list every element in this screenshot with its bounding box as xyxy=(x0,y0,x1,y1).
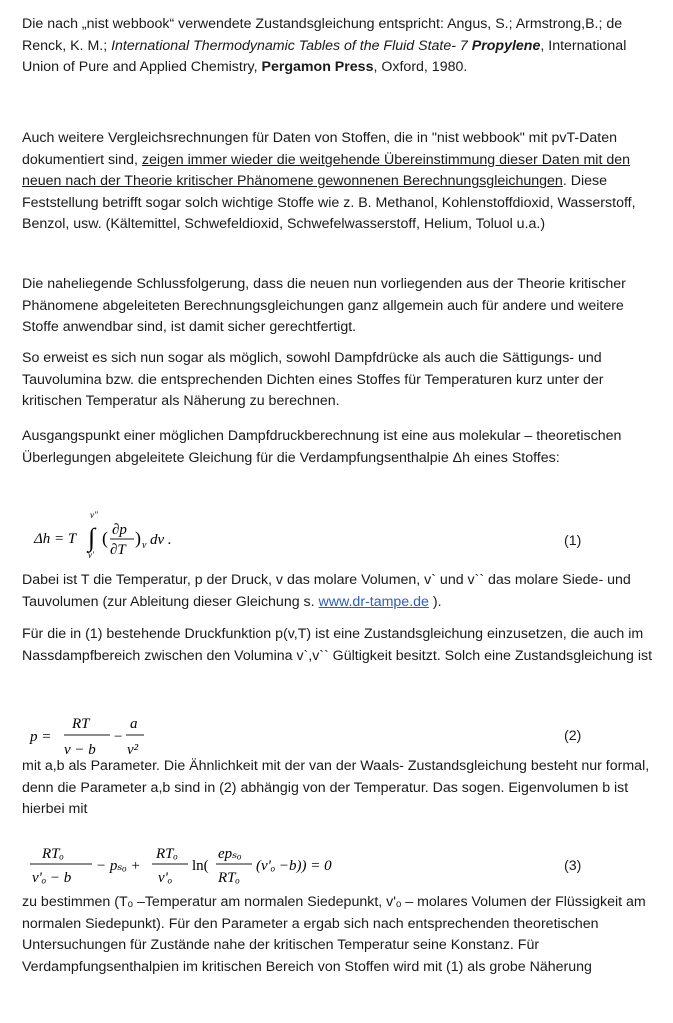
eq1-upper-limit: v" xyxy=(90,510,98,520)
reference-title: International Thermodynamic Tables of the Fluid State- 7 xyxy=(111,37,472,54)
paragraph-pressure-function: Für die in (1) bestehende Druckfunktion p(v,T) ist eine Zustandsgleichung einzusetzen, die auch im Nassdampfbereich zwischen den Volumina v`,v`` Gültigkeit besitzt. Solch eine Zustandsgleichung ist xyxy=(22,626,653,664)
paragraph-starting-point: Ausgangspunkt einer möglichen Dampfdruckberechnung ist eine aus molekular – theoretischen Überlegungen abgeleitete Gleichung für die Verdampfungsenthalpie Δh eines Stoffes: xyxy=(22,428,622,466)
paragraph-determination: zu bestimmen (Tₒ –Temperatur am normalen Siedepunkt, v'ₒ – molares Volumen der Flüssigkeit am normalen Siedepunkt). Für den Parameter a ergab sich nach entsprechenden theoretischen Untersuchungen für Zustände nahe der kritischen Temperatur seine Konstanz. Für Verdampfungsenthalpien im kritischen Bereich von Stoffen wird mit (1) als grobe Näherung xyxy=(22,894,646,975)
equation-1-formula xyxy=(30,504,230,564)
eq3-denominator-2: v'ₒ xyxy=(158,870,173,886)
eq1-numerator: ∂p xyxy=(112,522,127,538)
equation-2 xyxy=(22,704,662,764)
eq1-lhs: Δh = T xyxy=(34,531,77,547)
equation-2-label: (2) xyxy=(564,728,582,744)
website-link[interactable]: www.dr-tampe.de xyxy=(318,593,429,610)
equation-2-formula xyxy=(30,704,230,764)
eq1-lower-limit: v' xyxy=(88,550,94,560)
paragraph-possibility: So erweist es sich nun sogar als möglich, sowohl Dampfdrücke als auch die Sättigungs- und Tauvolumina bzw. die entsprechenden Dichten eines Stoffes für Temperaturen kurz unter der kritischen Temperatur als Näherung zu berechnen. xyxy=(22,350,604,410)
integral-sign: ∫ xyxy=(88,523,96,552)
eq1-open-paren: ( xyxy=(102,528,108,548)
paragraph-definitions-end: ). xyxy=(428,593,442,610)
paragraph-comparison-start: Auch weitere Vergleichsrechnungen für Daten von Stoffen, die in "nist webbook" mit pvT-Daten dokumentiert sind, xyxy=(22,130,617,168)
paragraph-comparison xyxy=(22,128,662,236)
eq3-numerator-3: epₛₒ xyxy=(218,846,242,862)
eq2-denominator-1: v − b xyxy=(64,742,96,758)
eq3-denominator-3: RTₒ xyxy=(218,870,240,886)
equation-3-formula xyxy=(30,834,370,894)
eq2-numerator-2: a xyxy=(130,716,138,732)
reference-title-bold: Propylene xyxy=(471,37,541,54)
reference-end: , Oxford, 1980. xyxy=(373,59,468,76)
equation-3 xyxy=(22,834,662,894)
eq1-tail: dv . xyxy=(150,532,172,548)
eq3-middle: − pₛₒ + xyxy=(96,858,141,874)
eq1-denominator: ∂T xyxy=(110,542,126,558)
eq3-tail: (v'ₒ −b)) = 0 xyxy=(256,858,332,874)
paragraph-comparison-end: . Diese Feststellung betrifft sogar solch wichtige Stoffe wie z. B. Methanol, Kohlenstoffdioxid, Wasserstoff, Benzol, usw. (Kältemittel, Schwefeldioxid, Schwefelwasserstoff, Helium, Toluol u.a.) xyxy=(22,173,636,233)
equation-3-label: (3) xyxy=(564,858,582,874)
reference-publisher: Pergamon Press xyxy=(261,59,374,76)
eq2-lhs: p = xyxy=(30,729,52,745)
eq3-ln: ln( xyxy=(192,858,209,874)
paragraph-definitions xyxy=(22,570,662,613)
reference-mid: , International Union of Pure and Applied Chemistry, xyxy=(22,37,627,76)
paragraph-parameters: mit a,b als Parameter. Die Ähnlichkeit mit der van der Waals- Zustandsgleichung besteht nur formal, denn die Parameter a,b sind in (2) abhängig von der Temperatur. Das sogen. Eigenvolumen b ist hierbei mit xyxy=(22,758,650,818)
reference-intro: Die nach „nist webbook“ verwendete Zustandsgleichung entspricht: Angus, S.; Armstrong,B.; de Renck, K. M.; xyxy=(22,16,623,54)
eq1-subscript: v xyxy=(142,540,147,551)
equation-1-label: (1) xyxy=(564,533,582,549)
eq3-denominator-1: v'ₒ − b xyxy=(32,870,72,886)
underlined-statement: zeigen immer wieder die weitgehende Übereinstimmung dieser Daten mit den neuen nach der Theorie kritischer Phänomene gewonnenen Berechnungsgleichungen xyxy=(22,151,631,190)
eq3-numerator-1: RTₒ xyxy=(42,846,64,862)
equation-1 xyxy=(22,504,662,564)
reference-paragraph xyxy=(22,14,662,79)
eq2-minus: − xyxy=(114,729,123,745)
eq1-close-paren: ) xyxy=(135,528,141,548)
eq2-numerator-1: RT xyxy=(72,716,90,732)
paragraph-conclusion: Die naheliegende Schlussfolgerung, dass die neuen nun vorliegenden aus der Theorie kritischer Phänomene abgeleiteten Berechnungsgleichungen ganz allgemein auch für andere und weitere Stoffe anwendbar sind, ist damit sicher gerechtfertigt. xyxy=(22,276,626,336)
paragraph-definitions-text: Dabei ist T die Temperatur, p der Druck, v das molare Volumen, v` und v`` das molare Siede- und Tauvolumen (zur Ableitung dieser Gleichung s. xyxy=(22,572,631,610)
eq3-numerator-2: RTₒ xyxy=(156,846,178,862)
eq2-denominator-2: v² xyxy=(127,742,139,758)
